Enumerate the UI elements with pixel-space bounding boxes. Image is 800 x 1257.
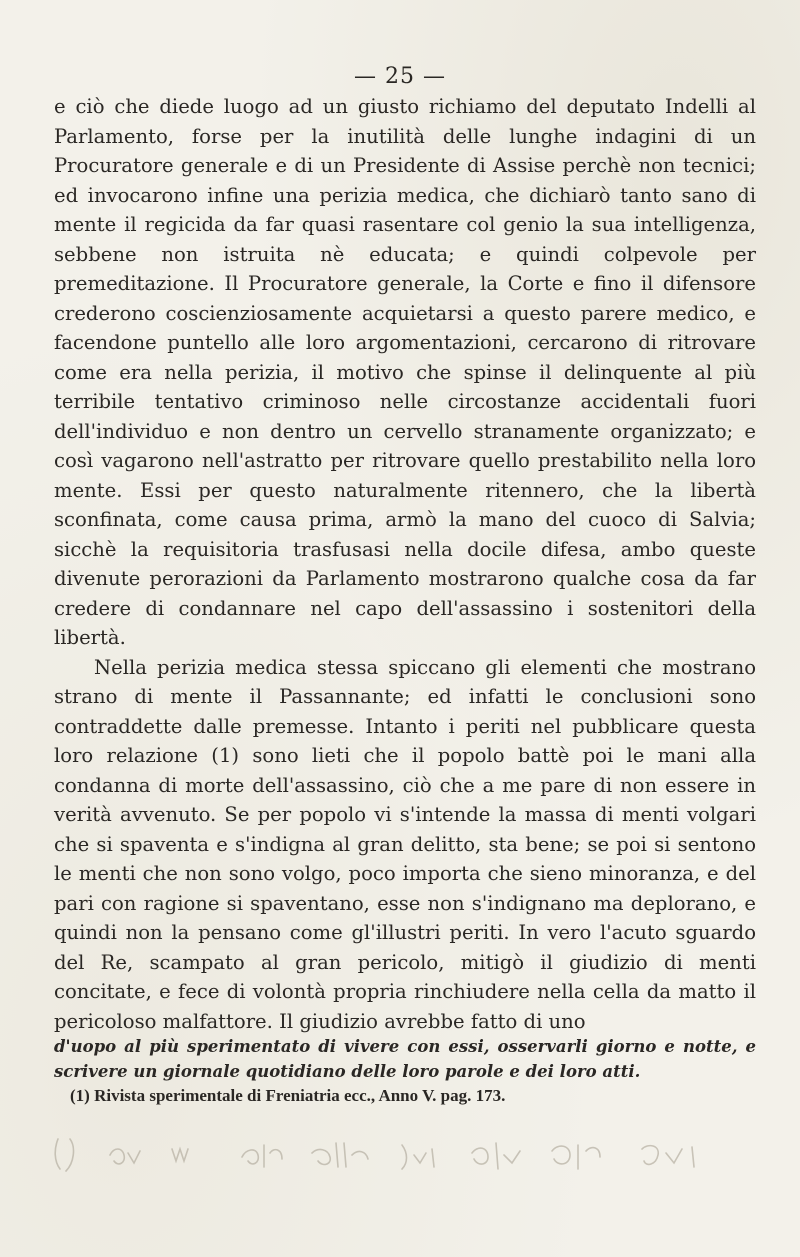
paragraph-2: Nella perizia medica stessa spiccano gli elementi che mostrano strano di mente il Passannante; ed infatti le conclusioni sono contraddette dalle premesse. Intanto i periti nel pubblicare questa loro relazione (1) sono lieti che il popolo battè poi le mani alla condanna di morte dell'assassino, ciò che a me pare di non essere in verità avvenuto. Se per popolo vi s'intende la massa di menti volgari che si spaventa e s'indigna al gran delitto, sta bene; se poi si sentono le menti che non sono volgo, poco importa che sieno minoranza, e del pari con ragione si spaventano, esse non s'indignano ma deplorano, e quindi non la pensano come gl'illustri periti. In vero l'acuto sguardo del Re, scampato al gran pericolo, mitigò il giudizio di menti concitate, e fece di volontà propria rinchiudere nella cella da matto il pericoloso malfattore. Il giudizio avrebbe fatto di uno bbox=[54, 655, 756, 1033]
footnote: (1) Rivista sperimentale di Freniatria ecc., Anno V. pag. 173. bbox=[70, 1086, 506, 1105]
handwritten-scribble bbox=[52, 1133, 772, 1175]
note-continuation: d'uopo al più sperimentato di vivere con essi, osservarli giorno e notte, e scrivere un giornale quotidiano delle loro parole e dei loro atti. bbox=[54, 1037, 756, 1081]
page-number: — 25 — bbox=[354, 64, 446, 89]
paragraph-1: e ciò che diede luogo ad un giusto richiamo del deputato Indelli al Parlamento, forse per la inutilità delle lunghe indagini di un Procuratore generale e di un Presidente di Assise perchè non tecnici; ed invocarono infine una perizia medica, che dichiarò tanto sano di mente il regicida da far quasi rasentare col genio la sua intelligenza, sebbene non istruita nè educata; e quindi colpevole per premeditazione. Il Procuratore generale, la Corte e fino il difensore crederono coscienziosamente acquietarsi a questo parere medico, e facendone puntello alle loro argomentazioni, cercarono di ritrovare come era nella perizia, il motivo che spinse il delinquente al più terribile tentativo criminoso nelle circostanze accidentali fuori dell'individuo e non dentro un cervello stranamente organizzato; e così vagarono nell'astratto per ritrovare quello prestabilito nella loro mente. Essi per questo naturalmente ritennero, che la libertà sconfinata, come causa prima, armò la mano del cuoco di Salvia; sicchè la requisitoria trasfusasi nella docile difesa, ambo queste divenute perorazioni da Parlamento mostrarono qualche cosa da far credere di condannare nel capo dell'assassino i sostenitori della libertà. bbox=[54, 95, 756, 649]
body-text bbox=[54, 92, 756, 1036]
